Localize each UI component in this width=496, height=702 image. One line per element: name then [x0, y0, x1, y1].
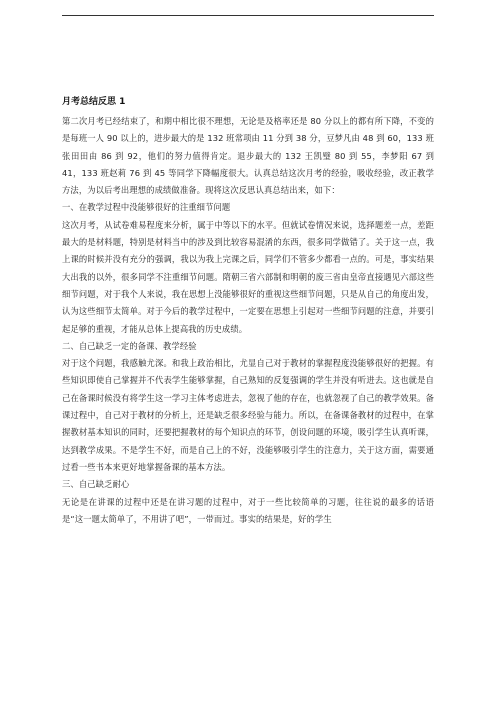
section-3-paragraph: 无论是在讲课的过程中还是在讲习题的过程中，对于一些比较简单的习题，往往说的最多的话语是“这一题太简单了，不用讲了吧”，一带而过。事实的结果是，好的学生 — [62, 496, 434, 524]
section-2-paragraph: 对于这个问题，我感触尤深。和我上政治相比，尤显自己对于教材的掌握程度没能够很好的把握。有些知识即使自己掌握并不代表学生能够掌握，自己熟知的反复强调的学生并没有听进去。这也就是自己在备课时候没有将学生这一学习主体考虑进去，忽视了他的存在，也就忽视了自己的教学效果。备课过程中，自己对于教材的分析上，还是缺乏很多经验与能力。所以，在备课备教材的过程中，在掌握教材基本知识的同时，还要把握教材的每个知识点的环节，创设问题的环境，吸引学生认真听课，达到教学成果。不是学生不好，而是自己上的不好，没能够吸引学生的注意力，关于这方面，需要通过看一些书本来更好地掌握备课的基本方法。 — [62, 358, 434, 472]
section-heading-3: 三、自己缺乏耐心 — [62, 479, 130, 490]
intro-paragraph: 第二次月考已经结束了，和期中相比很不理想，无论是及格率还是 80 分以上的都有所下降，不变的是每班一人 90 以上的，进步最大的是 132 班常项由 11 分到 38 分，豆梦凡由 48 到 60，133 班张田田由 86 到 92，他们的努力值得肯定。退步最大的 132 王凯璧 80 到 55，李梦阳 67 到 41，133 班赵莉 76 到 45 等同学下降幅度很大。认真总结这次月考的经验，吸收经验，改正教学方法，为以后考出理想的成绩做准备。现将这次反思认真总结出来，如下： — [62, 116, 434, 196]
header-rule — [62, 15, 434, 16]
document-title: 月考总结反思 1 — [62, 97, 126, 107]
section-heading-2: 二、自己缺乏一定的备课、教学经验 — [62, 340, 197, 351]
document-body — [62, 94, 434, 528]
section-heading-1: 一、在教学过程中没能够很好的注重细节问题 — [62, 202, 231, 213]
section-1-paragraph: 这次月考，从试卷难易程度来分析，属于中等以下的水平。但就试卷情况来说，选择题差一点，差距最大的是材料题，特别是材料当中的涉及到比较容易混淆的东西，很多同学做错了。关于这一点，我上课的时候并没有充分的强调，我以为我上完课之后，同学们不管多少都看一点的。可是，事实结果大出我的以外，很多同学不注重细节问题。隋朝三省六部制和明朝的废三省由皇帝直接遇见六部这些细节问题，对于我个人来说，我在思想上没能够很好的重视这些细节问题，只是从自己的角度出发，认为这些细节太简单。对于今后的教学过程中，一定要在思想上引起对一些细节问题的注意，并要引起足够的重视，才能从总体上提高我的历史成绩。 — [62, 219, 434, 334]
